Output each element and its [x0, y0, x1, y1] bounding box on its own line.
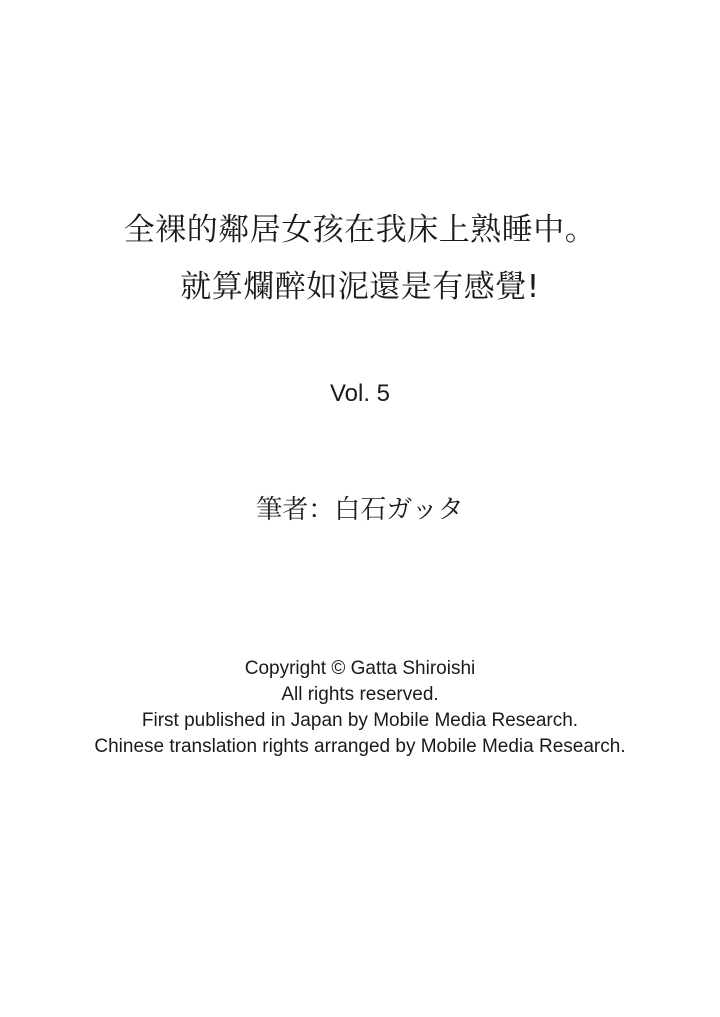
first-published-line: First published in Japan by Mobile Media Research. — [141, 710, 579, 731]
volume-label: Vol. 5 — [329, 380, 391, 407]
title-line-1: 全裸的鄰居女孩在我床上熟睡中。 — [123, 212, 597, 248]
copyright-line: Copyright © Gatta Shiroishi — [244, 658, 476, 679]
copyright-block — [0, 656, 720, 760]
translation-rights-line: Chinese translation rights arranged by Mobile Media Research. — [94, 736, 626, 757]
title-line-2: 就算爛醉如泥還是有感覺! — [180, 269, 540, 305]
rights-reserved-line: All rights reserved. — [281, 684, 439, 705]
author-credit: 筆者：白石ガッタ — [256, 495, 464, 525]
